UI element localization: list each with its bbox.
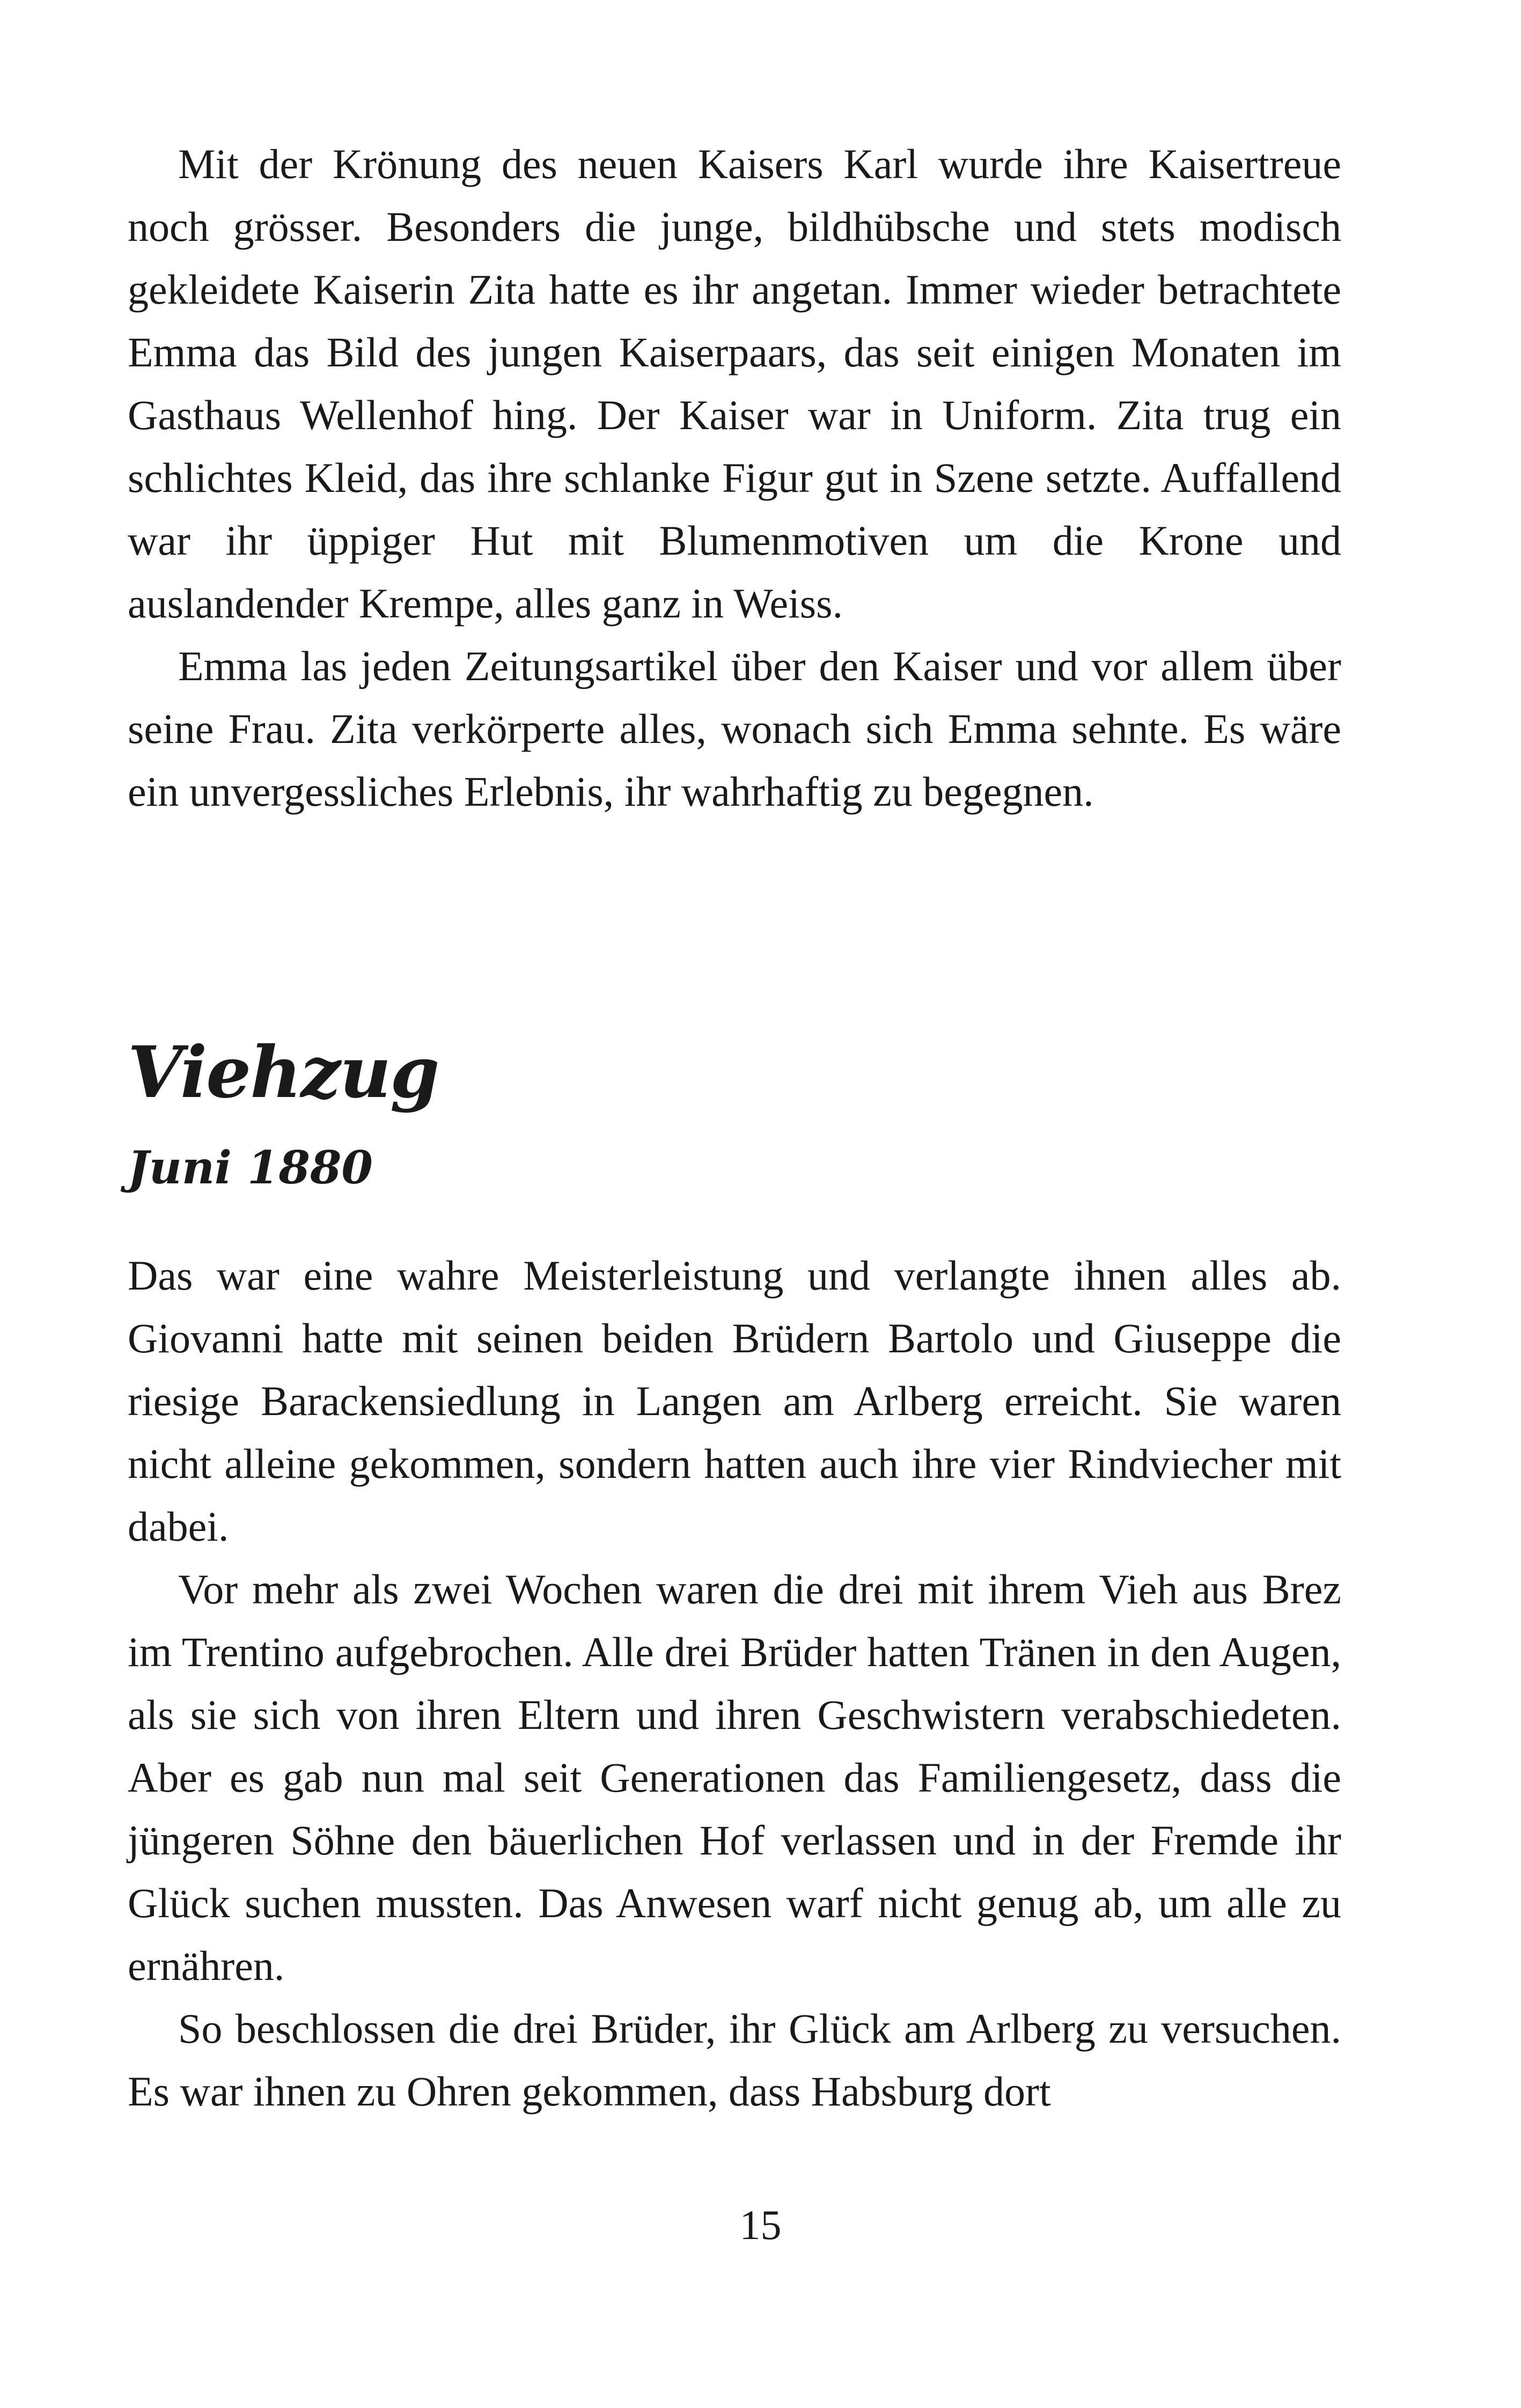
paragraph: Mit der Krönung des neuen Kaisers Karl wurde ihre Kaisertreue noch grösser. Besonders die junge, bildhübsche und stets modisch gekleidete Kaiserin Zita hatte es ihr angetan. Immer wieder betrachtete Emma das Bild des jungen Kaiserpaars, das seit einigen Monaten im Gasthaus Wellenhof hing. Der Kaiser war in Uniform. Zita trug ein schlichtes Kleid, das ihre schlanke Figur gut in Szene setzte. Auffallend war ihr üppiger Hut mit Blumenmotiven um die Krone und auslandender Krempe, alles ganz in Weiss. bbox=[128, 141, 1341, 627]
text-block-before-chapter bbox=[128, 132, 1341, 823]
page-number: 15 bbox=[739, 2201, 782, 2248]
paragraph: Das war eine wahre Meisterleistung und verlangte ihnen alles ab. Giovanni hatte mit seinen beiden Brüdern Bartolo und Giuseppe die riesige Barackensiedlung in Langen am Arlberg erreicht. Sie waren nicht alleine gekommen, sondern hatten auch ihre vier Rindviecher mit dabei. bbox=[128, 1252, 1341, 1550]
paragraph: Emma las jeden Zeitungsartikel über den Kaiser und vor allem über seine Frau. Zita verkörperte alles, wonach sich Emma sehnte. Es wäre ein unvergessliches Erlebnis, ihr wahrhaftig zu begegnen. bbox=[128, 643, 1341, 815]
paragraph: Vor mehr als zwei Wochen waren die drei mit ihrem Vieh aus Brez im Trentino aufgebrochen. Alle drei Brüder hatten Tränen in den Augen, als sie sich von ihren Eltern und ihren Geschwistern verabschiedeten. Aber es gab nun mal seit Generationen das Familiengesetz, dass die jüngeren Söhne den bäuerlichen Hof verlassen und in der Fremde ihr Glück suchen mussten. Das Anwesen warf nicht genug ab, um alle zu ernähren. bbox=[128, 1566, 1341, 1989]
chapter-date: Juni 1880 bbox=[128, 1141, 373, 1194]
chapter-title: Viehzug bbox=[128, 1031, 439, 1114]
text-block-chapter-body bbox=[128, 1244, 1341, 2123]
paragraph: So beschlossen die drei Brüder, ihr Glück am Arlberg zu versuchen. Es war ihnen zu Ohren gekommen, dass Habsburg dort bbox=[128, 2005, 1341, 2115]
